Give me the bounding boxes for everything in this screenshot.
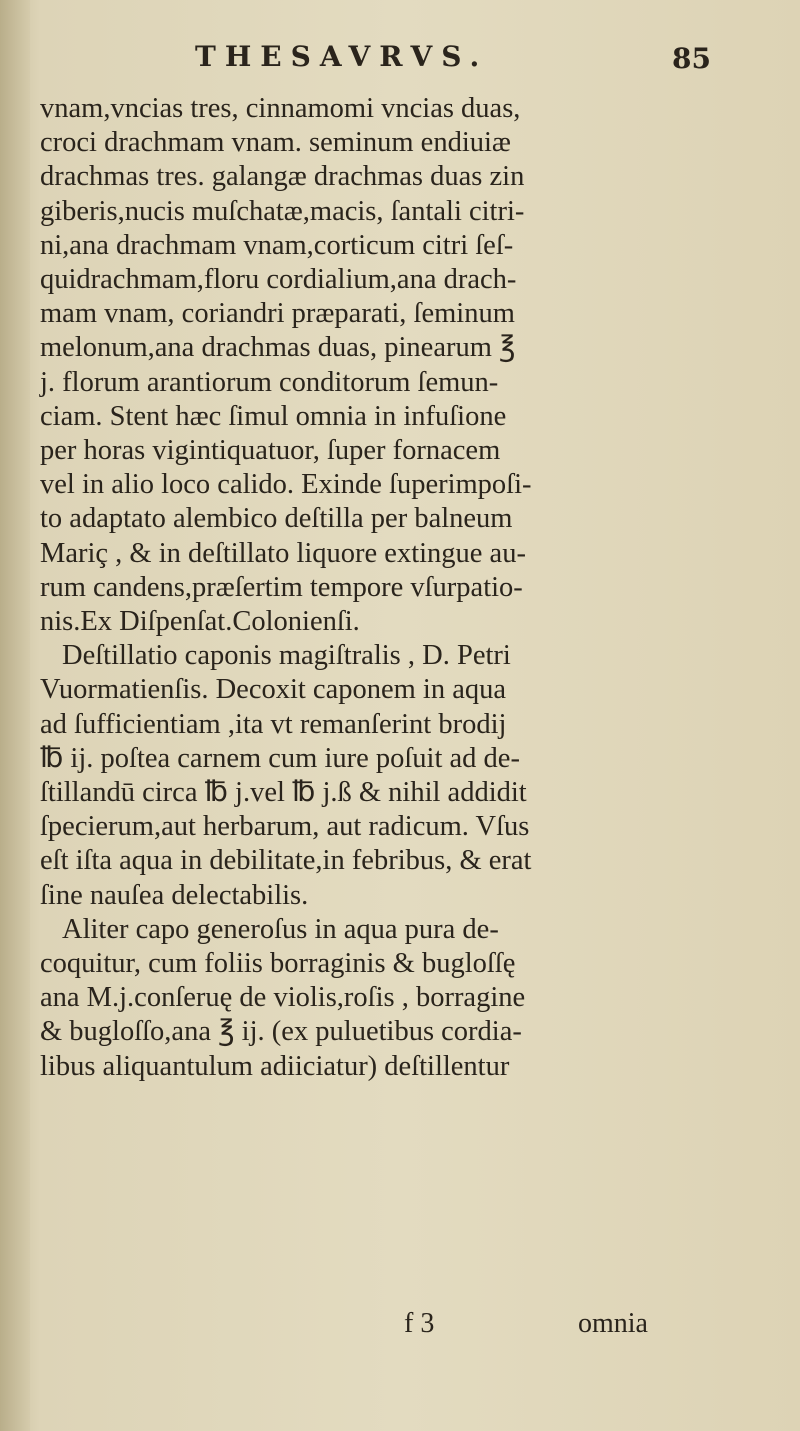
paragraph-heading-line: Deſtillatio caponis magiſtralis , D. Petri bbox=[62, 640, 511, 672]
text-line: ſtillandū circa ℔ j.vel ℔ j.ß & nihil addidit bbox=[40, 777, 527, 809]
body-text bbox=[40, 92, 710, 1084]
text-line: ni,ana drachmam vnam,corticum citri ſeſ- bbox=[40, 229, 514, 261]
text-line: ſine nauſea delectabilis. bbox=[40, 879, 309, 911]
binding-edge bbox=[0, 0, 30, 1431]
text-line: ℔ ij. poſtea carnem cum iure poſuit ad de- bbox=[40, 742, 520, 774]
text-line: to adaptato alembico deſtilla per balneum bbox=[40, 503, 513, 535]
text-line: rum candens,præſertim tempore vſurpatio- bbox=[40, 571, 523, 603]
text-line: eſt iſta aqua in debilitate,in febribus, & erat bbox=[40, 845, 532, 877]
text-line: croci drachmam vnam. seminum endiuiæ bbox=[40, 127, 511, 159]
text-line: coquitur, cum foliis borraginis & bugloſſę bbox=[40, 948, 516, 980]
text-line: ad ſufficientiam ,ita vt remanſerint brodij bbox=[40, 708, 507, 740]
text-line: quidrachmam,floru cordialium,ana drach- bbox=[40, 264, 517, 296]
text-line: vel in alio loco calido. Exinde ſuperimpoſi- bbox=[40, 469, 532, 501]
text-line: ciam. Stent hæc ſimul omnia in infuſione bbox=[40, 400, 507, 432]
text-line: ana M.j.conſeruę de violis,roſis , borragine bbox=[40, 982, 526, 1014]
text-line: Mariç , & in deſtillato liquore extingue au- bbox=[40, 537, 526, 569]
catchword: omnia bbox=[578, 1308, 648, 1339]
text-line: j. florum arantiorum conditorum ſemun- bbox=[40, 366, 499, 398]
text-line: nis.Ex Diſpenſat.Colonienſi. bbox=[40, 606, 360, 638]
text-line: vnam,vncias tres, cinnamomi vncias duas, bbox=[40, 93, 521, 124]
text-line: ſpecierum,aut herbarum, aut radicum. Vſus bbox=[40, 811, 530, 843]
text-line: & bugloſſo,ana ℥ ij. (ex puluetibus cordia- bbox=[40, 1016, 522, 1048]
text-line: mam vnam, coriandri præparati, ſeminum bbox=[40, 298, 515, 330]
text-line: drachmas tres. galangæ drachmas duas zin bbox=[40, 161, 525, 193]
paragraph-start-line: Aliter capo generoſus in aqua pura de- bbox=[62, 913, 499, 945]
text-line: melonum,ana drachmas duas, pinearum ℥ bbox=[40, 332, 516, 364]
text-line: Vuormatienſis. Decoxit caponem in aqua bbox=[40, 674, 507, 706]
text-line: per horas vigintiquatuor, ſuper fornacem bbox=[40, 435, 501, 467]
text-line: libus aliquantulum adiiciatur) deſtillentur bbox=[40, 1050, 510, 1082]
page-number: 85 bbox=[672, 42, 711, 75]
text-line: giberis,nucis muſchatæ,macis, ſantali citri- bbox=[40, 195, 525, 227]
signature-mark: f 3 bbox=[404, 1308, 435, 1339]
footer-line bbox=[0, 1308, 800, 1348]
running-head: THESAVRVS. bbox=[195, 40, 489, 73]
